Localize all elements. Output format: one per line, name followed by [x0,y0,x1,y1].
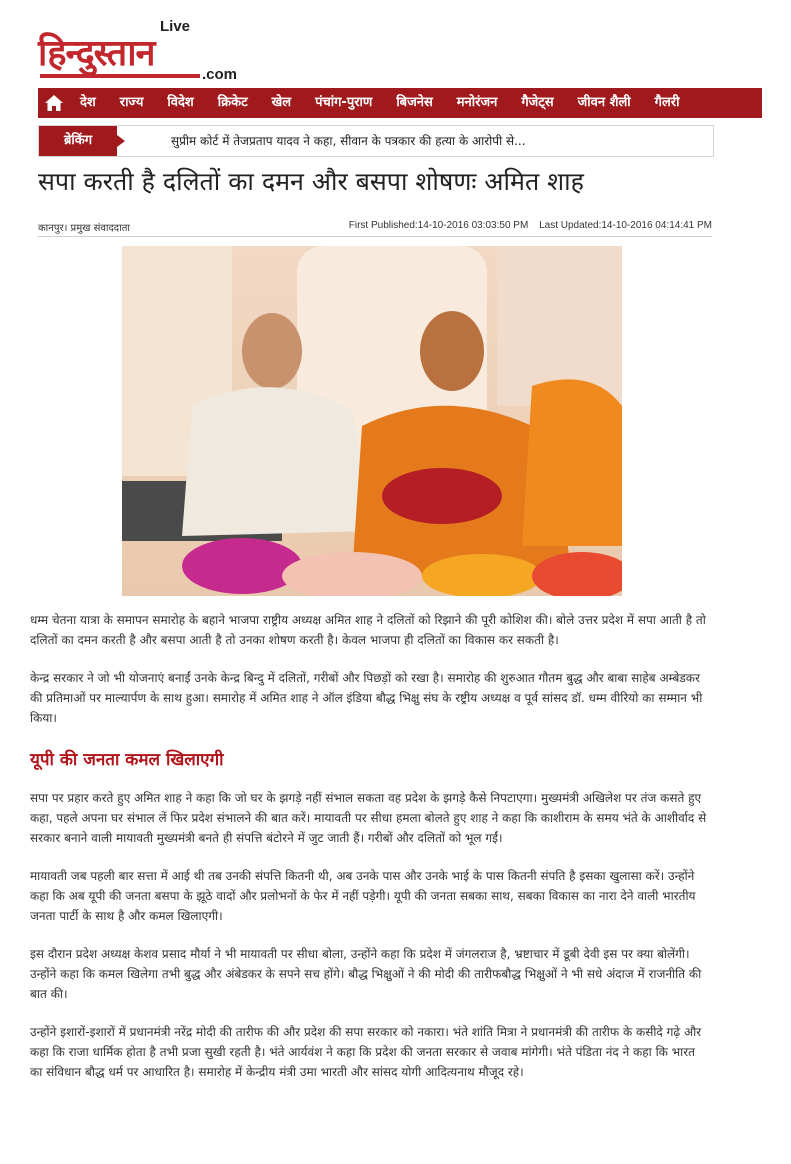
nav-item-panchang[interactable]: पंचांग-पुराण [315,95,373,110]
nav-item-rajya[interactable]: राज्य [119,95,144,110]
nav-item-manoranjan[interactable]: मनोरंजन [456,95,498,110]
article-paragraph: धम्म चेतना यात्रा के समापन समारोह के बहाने भाजपा राष्ट्रीय अध्यक्ष अमित शाह ने दलितों को रिझाने की पूरी कोशिश की। बोले उत्तर प्रदेश में सपा आती है तो दलितों का दमन करती है और बसपा आती है तो उनका शोषण करती है। केवल भाजपा ही दलितों का विकास कर सकती है। [30,613,706,647]
nav-item-cricket[interactable]: क्रिकेट [217,95,248,110]
nav-item-gallery[interactable]: गैलरी [654,95,680,110]
logo-dotcom: .com [202,66,238,83]
nav-home-link[interactable] [40,88,68,118]
last-updated: Last Updated:14-10-2016 04:14:41 PM [539,220,712,231]
nav-item-jeevan-shaili[interactable]: जीवन शैली [577,95,631,110]
nav-item-business[interactable]: बिजनेस [396,95,433,110]
article-byline: कानपुर। प्रमुख संवाददाता [38,223,130,234]
main-nav [38,88,762,118]
logo-name: हिन्दुस्तान [38,33,155,74]
article-paragraph: सपा पर प्रहार करते हुए अमित शाह ने कहा कि जो घर के झगड़े नहीं संभाल सकता वह प्रदेश के झगड़े कैसे निपटाएगा। मुख्यमंत्री अखिलेश पर तंज कसते हुए कहा, पहले अपना घर संभाल लें फिर प्रदेश संभालने की बात करें। मायावती पर सीधा हमला बोलते हुए शाह ने कहा कि काशीराम के समय भंते के आशीर्वाद से सरकार बनाने वाली मायावती मुख्यमंत्री बनते ही संपत्ति बंटोरने में जुट जाती हैं। गरीबों और दलितों को भूल गईं। [30,791,707,845]
article-title: सपा करती है दलितों का दमन और बसपा शोषणः अमित शाह [38,167,584,196]
article-dates [349,220,712,231]
breaking-label: ब्रेकिंग [39,126,117,156]
nav-item-desh[interactable]: देश [80,95,96,110]
article-paragraph: मायावती जब पहली बार सत्ता में आई थी तब उनकी संपत्ति कितनी थी, अब उनके पास और उनके भाई के पास कितनी संपति है इसका खुलासा करें। उन्होंने कहा कि अब यूपी की जनता बसपा के झूठे वादों और प्रलोभनों के फेर में नहीं पड़ेगी। यूपी की जनता सबका साथ, सबका विकास का नारा देने वाली भारतीय जनता पार्टी के साथ है और कमल खिलाएगी। [30,869,696,923]
first-published: First Published:14-10-2016 03:03:50 PM [348,220,529,231]
article-photo-illustration [122,246,622,596]
article-paragraph: केन्द्र सरकार ने जो भी योजनाएं बनाईं उनके केन्द्र बिन्दु में दलितों, गरीबों और पिछड़ों को रखा है। समारोह की शुरुआत गौतम बुद्ध और बाबा साहेब अम्बेडकर की प्रतिमाओं पर माल्यार्पण के साथ हुआ। समारोह में अमित शाह ने ऑल इंडिया बौद्ध भिक्षु संघ के रष्ट्रीय अध्यक्ष व पूर्व सांसद डॉ. धम्म वीरियो का सम्मान भी किया। [30,671,703,725]
logo-underline [40,74,200,78]
divider [38,236,712,237]
article-paragraph: उन्होंने इशारों-इशारों में प्रधानमंत्री नरेंद्र मोदी की तारीफ की और प्रदेश की सपा सरकार को नकारा। भंते शांति मित्रा ने प्रधानमंत्री की तारीफ के कसीदे गढ़े और कहा कि राजा धार्मिक होता है तभी प्रजा सुखी रहती है। भंते आर्यवंश ने कहा कि प्रदेश की जनता सरकार से जवाब मांगेगी। भंते पंडिता नंद ने कहा कि भारत का संविधान बौद्ध धर्म पर आधारित है। समारोह में केन्द्रीय मंत्री उमा भारती और सांसद योगी आदित्यनाथ मौजूद रहे। [30,1025,702,1079]
article-meta [38,220,712,236]
article-subheading: यूपी की जनता कमल खिलाएगी [30,750,224,770]
nav-item-gadgets[interactable]: गैजेट्स [521,95,554,110]
breaking-news-bar [38,125,714,157]
article-photo [122,246,622,596]
article-paragraph: इस दौरान प्रदेश अध्यक्ष केशव प्रसाद मौर्या ने भी मायावती पर सीधा बोला, उन्होंने कहा कि प्रदेश में जंगलराज है, भ्रष्टाचार में डूबी देवी इस पर क्या बोलेंगी। उन्होंने कहा कि कमल खिलेगा तभी बुद्ध और अंबेडकर के सपने सच होंगे। बौद्ध भिक्षुओं ने की मोदी की तारीफबौद्ध भिक्षुओं ने भी सधे अंदाज में राजनीति की बात की। [30,947,702,1001]
logo-live: Live [160,18,191,35]
home-icon [44,94,64,112]
nav-item-videsh[interactable]: विदेश [167,95,194,110]
article-body [30,610,711,1100]
site-logo[interactable] [38,14,258,82]
breaking-headline[interactable]: सुप्रीम कोर्ट में तेजप्रताप यादव ने कहा, सीवान के पत्रकार की हत्या के आरोपी से... [171,134,526,148]
nav-item-khel[interactable]: खेल [271,95,292,110]
